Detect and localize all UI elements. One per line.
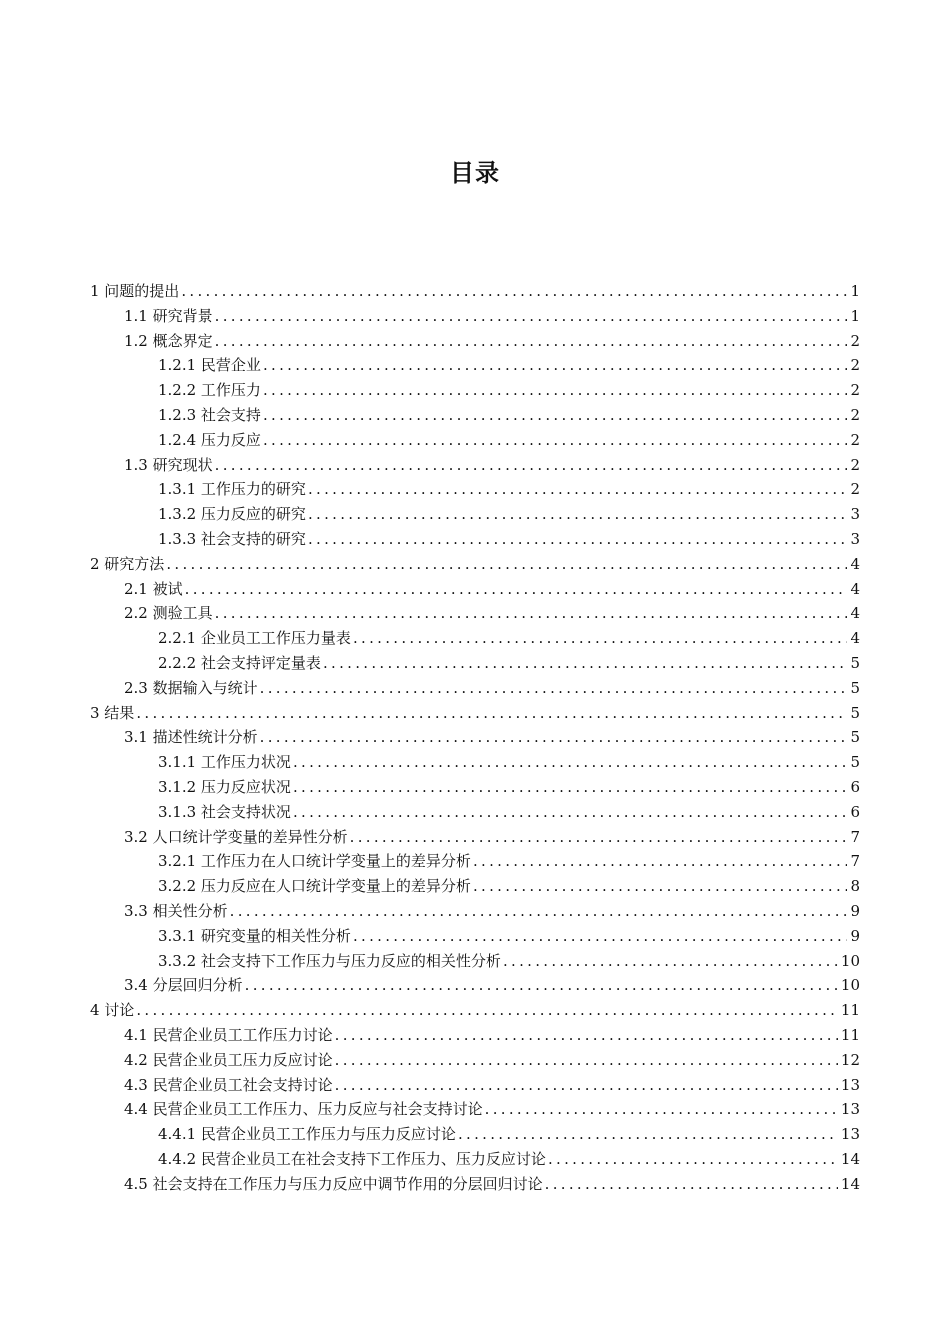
toc-entry[interactable]	[90, 379, 860, 404]
toc-entry-page-number: 14	[840, 1174, 860, 1193]
toc-entry-label: 4.2 民营企业员工压力反应讨论	[124, 1050, 333, 1069]
toc-leader-dots	[136, 704, 847, 722]
toc-leader-dots	[485, 1100, 838, 1118]
toc-entry-page-number: 1	[850, 306, 860, 325]
toc-entry[interactable]	[90, 677, 860, 702]
toc-entry[interactable]	[90, 726, 860, 751]
toc-entry-label: 1 问题的提出	[90, 282, 180, 300]
toc-entry[interactable]	[90, 974, 860, 999]
toc-leader-dots	[473, 877, 847, 895]
toc-leader-dots	[335, 1026, 838, 1044]
toc-entry-page-number: 5	[850, 728, 860, 747]
toc-entry-page-number: 9	[850, 926, 860, 945]
toc-entry[interactable]	[90, 280, 860, 305]
toc-leader-dots	[353, 629, 847, 647]
toc-entry-page-number: 13	[840, 1075, 860, 1094]
toc-entry-label: 4.1 民营企业员工工作压力讨论	[124, 1025, 333, 1044]
toc-entry-label: 1.3.3 社会支持的研究	[158, 529, 306, 548]
toc-entry-page-number: 2	[850, 331, 860, 350]
toc-entry[interactable]	[90, 1173, 860, 1198]
toc-entry-page-number: 2	[850, 381, 860, 400]
toc-entry[interactable]	[90, 776, 860, 801]
toc-entry-label: 4.3 民营企业员工社会支持讨论	[124, 1075, 333, 1094]
toc-leader-dots	[215, 604, 847, 622]
toc-entry-page-number: 10	[840, 951, 860, 970]
toc-entry[interactable]	[90, 1024, 860, 1049]
toc-leader-dots	[545, 1175, 838, 1193]
toc-entry-page-number: 5	[850, 678, 860, 697]
toc-entry[interactable]	[90, 528, 860, 553]
toc-entry-page-number: 2	[850, 430, 860, 449]
toc-entry-page-number: 9	[850, 901, 860, 920]
toc-entry[interactable]	[90, 454, 860, 479]
toc-entry[interactable]	[90, 1123, 860, 1148]
toc-entry[interactable]	[90, 1148, 860, 1173]
toc-entry-label: 3.1.1 工作压力状况	[158, 753, 291, 772]
toc-leader-dots	[263, 381, 847, 399]
toc-entry-label: 3.2 人口统计学变量的差异性分析	[124, 827, 348, 846]
toc-entry[interactable]	[90, 826, 860, 851]
toc-entry-label: 3.3 相关性分析	[124, 901, 228, 920]
toc-leader-dots	[350, 828, 847, 846]
toc-entry-label: 3.3.1 研究变量的相关性分析	[158, 926, 351, 945]
toc-leader-dots	[263, 431, 847, 449]
toc-entry-label: 1.3 研究现状	[124, 455, 213, 474]
toc-entry-page-number: 6	[850, 802, 860, 821]
toc-entry[interactable]	[90, 404, 860, 429]
toc-leader-dots	[353, 927, 847, 945]
toc-entry-page-number: 2	[850, 405, 860, 424]
toc-entry-label: 1.2 概念界定	[124, 331, 213, 350]
toc-entry-label: 1.1 研究背景	[124, 306, 213, 325]
toc-entry[interactable]	[90, 478, 860, 503]
toc-entry[interactable]	[90, 627, 860, 652]
toc-entry-label: 3.1.2 压力反应状况	[158, 777, 291, 796]
toc-entry[interactable]	[90, 330, 860, 355]
toc-entry-page-number: 12	[840, 1050, 860, 1069]
toc-leader-dots	[503, 952, 838, 970]
toc-entry-label: 4.4.2 民营企业员工在社会支持下工作压力、压力反应讨论	[158, 1149, 546, 1168]
toc-entry-label: 2.1 被试	[124, 579, 183, 598]
toc-entry-label: 1.2.2 工作压力	[158, 381, 261, 400]
toc-leader-dots	[473, 852, 847, 870]
toc-entry[interactable]	[90, 553, 860, 578]
toc-entry-page-number: 4	[850, 579, 860, 598]
toc-entry[interactable]	[90, 900, 860, 925]
toc-entry-page-number: 2	[850, 455, 860, 474]
toc-entry[interactable]	[90, 503, 860, 528]
toc-entry[interactable]	[90, 925, 860, 950]
toc-entry[interactable]	[90, 578, 860, 603]
toc-entry-page-number: 1	[850, 282, 860, 300]
toc-entry-page-number: 2	[850, 480, 860, 499]
toc-entry-label: 3.1.3 社会支持状况	[158, 802, 291, 821]
toc-entry-page-number: 5	[850, 703, 860, 722]
toc-entry[interactable]	[90, 305, 860, 330]
toc-leader-dots	[263, 406, 847, 424]
toc-entry[interactable]	[90, 751, 860, 776]
toc-entry-page-number: 11	[840, 1025, 860, 1044]
toc-entry-page-number: 4	[850, 604, 860, 623]
toc-entry-page-number: 4	[850, 629, 860, 648]
toc-entry-label: 2.3 数据输入与统计	[124, 678, 258, 697]
toc-entry-page-number: 7	[850, 827, 860, 846]
toc-entry-label: 2 研究方法	[90, 554, 165, 573]
toc-entry-label: 4.4 民营企业员工工作压力、压力反应与社会支持讨论	[124, 1100, 483, 1119]
toc-leader-dots	[308, 480, 847, 498]
toc-entry[interactable]	[90, 1074, 860, 1099]
toc-leader-dots	[215, 456, 847, 474]
toc-entry-page-number: 13	[840, 1125, 860, 1144]
toc-entry-page-number: 10	[840, 976, 860, 995]
toc-entry-page-number: 2	[850, 356, 860, 375]
toc-leader-dots	[293, 778, 847, 796]
toc-entry-page-number: 5	[850, 753, 860, 772]
toc-entry-page-number: 3	[850, 505, 860, 524]
toc-entry-page-number: 5	[850, 653, 860, 672]
toc-entry-label: 4 讨论	[90, 1001, 135, 1020]
toc-entry-label: 3.4 分层回归分析	[124, 976, 243, 995]
toc-entry-label: 4.5 社会支持在工作压力与压力反应中调节作用的分层回归讨论	[124, 1174, 543, 1193]
toc-entry[interactable]	[90, 602, 860, 627]
toc-leader-dots	[230, 902, 847, 920]
toc-leader-dots	[245, 976, 838, 994]
toc-leader-dots	[181, 282, 847, 300]
toc-entry-label: 3 结果	[90, 703, 135, 722]
toc-entry-label: 2.2.1 企业员工工作压力量表	[158, 629, 351, 648]
toc-entry[interactable]	[90, 1098, 860, 1123]
toc-entry-label: 3.2.2 压力反应在人口统计学变量上的差异分析	[158, 877, 471, 896]
toc-leader-dots	[260, 728, 847, 746]
toc-entry-page-number: 11	[840, 1001, 860, 1020]
toc-leader-dots	[215, 307, 847, 325]
toc-leader-dots	[335, 1076, 838, 1094]
toc-leader-dots	[548, 1150, 838, 1168]
toc-leader-dots	[308, 505, 847, 523]
toc-entry[interactable]	[90, 1049, 860, 1074]
toc-leader-dots	[166, 555, 847, 573]
toc-entry-page-number: 4	[850, 554, 860, 573]
toc-entry-page-number: 7	[850, 852, 860, 871]
toc-entry-label: 1.2.3 社会支持	[158, 405, 261, 424]
toc-entry[interactable]	[90, 652, 860, 677]
toc-leader-dots	[293, 803, 847, 821]
toc-entry[interactable]	[90, 702, 860, 727]
toc-leader-dots	[458, 1125, 838, 1143]
toc-entry[interactable]	[90, 950, 860, 975]
toc-leader-dots	[215, 332, 847, 350]
toc-entry-page-number: 6	[850, 777, 860, 796]
toc-entry-label: 1.3.1 工作压力的研究	[158, 480, 306, 499]
toc-entry-label: 3.1 描述性统计分析	[124, 728, 258, 747]
toc-entry-label: 1.3.2 压力反应的研究	[158, 505, 306, 524]
toc-leader-dots	[323, 654, 847, 672]
toc-entry-page-number: 13	[840, 1100, 860, 1119]
toc-entry-label: 2.2.2 社会支持评定量表	[158, 653, 321, 672]
toc-leader-dots	[260, 679, 847, 697]
toc-leader-dots	[136, 1001, 838, 1019]
toc-entry[interactable]	[90, 354, 860, 379]
toc-entry[interactable]	[90, 801, 860, 826]
toc-entry-page-number: 3	[850, 529, 860, 548]
toc-leader-dots	[335, 1051, 838, 1069]
toc-entry-page-number: 14	[840, 1149, 860, 1168]
toc-entry-label: 2.2 测验工具	[124, 604, 213, 623]
toc-entry-label: 3.3.2 社会支持下工作压力与压力反应的相关性分析	[158, 951, 501, 970]
toc-entry-label: 3.2.1 工作压力在人口统计学变量上的差异分析	[158, 852, 471, 871]
toc-entry[interactable]	[90, 875, 860, 900]
toc-leader-dots	[308, 530, 847, 548]
toc-entry-label: 4.4.1 民营企业员工工作压力与压力反应讨论	[158, 1125, 456, 1144]
toc-list	[90, 280, 860, 1197]
toc-entry[interactable]	[90, 850, 860, 875]
toc-leader-dots	[185, 580, 847, 598]
toc-entry-label: 1.2.1 民营企业	[158, 356, 261, 375]
toc-leader-dots	[263, 356, 847, 374]
toc-entry-label: 1.2.4 压力反应	[158, 430, 261, 449]
toc-entry-page-number: 8	[850, 877, 860, 896]
toc-entry[interactable]	[90, 999, 860, 1024]
toc-leader-dots	[293, 753, 847, 771]
toc-title: 目录	[450, 159, 500, 187]
toc-entry[interactable]	[90, 429, 860, 454]
